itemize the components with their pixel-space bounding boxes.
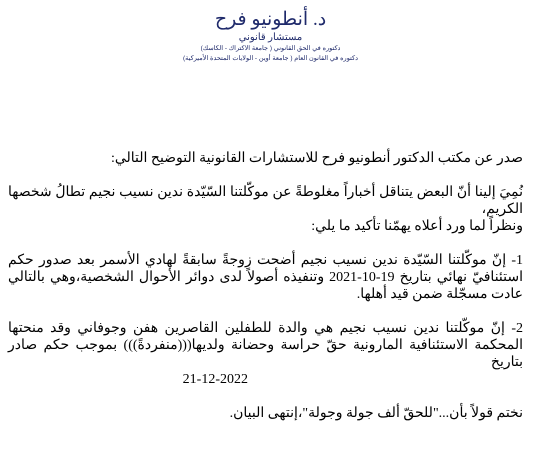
judgment-date: 21-12-2022 xyxy=(182,372,248,387)
lawyer-name: د. أنطونيو فرح xyxy=(214,9,327,30)
paragraph-1: نُمِيَ إلينا أنّ البعض يتناقل أخباراً مغلوطةً عن موكّلتنا السّيّدة ندين نسيب نجيم تطالُ شخصها الكريم، xyxy=(8,185,523,217)
credential-line-1: دكتوره في الحق القانوني ( جامعة الاكتراك - الكاسك) xyxy=(200,45,341,52)
intro-paragraph: صدر عن مكتب الدكتور أنطونيو فرح للاستشارات القانونية التوضيح التالي: xyxy=(110,151,523,166)
letterhead xyxy=(0,8,541,64)
list-item-1: 1- إنّ موكّلتنا السّيّدة ندين نسيب نجيم أضحت زوجةً سابقةً لهادي الأسمر بعد صدور حكم استئنافيّ نهائي بتاريخ 19-10-2021 وتنفيذه أصولاً لدى دوائر الأحوال الشخصية،وهي بالتالي عادت مسجّلة ضمن قيد أهلها. xyxy=(8,253,523,302)
statement-body xyxy=(8,150,523,422)
list-item-2: 2- إنّ موكّلتنا ندين نسيب نجيم هي والدة للطفلين القاصرين هفن وجوفاني وقد منحتها المحكمة الاستئنافية المارونية حقّ حراسة وحضانة ولديها(((منفردةً))) بموجب حكم صادر بتاريخ xyxy=(8,321,524,370)
credential-line-2: دكتوره في القانون العام ( جامعة أوين - الولايات المتحدة الأميركية) xyxy=(182,55,359,62)
closing-line: نختم قولاً بأن..."للحقّ ألف جولة وجولة"،إنتهى البيان. xyxy=(229,406,523,421)
list-item-2-date xyxy=(8,371,523,388)
paragraph-1b: ونظراً لما ورد أعلاه يهمّنا تأكيد ما يلي: xyxy=(311,219,523,234)
lawyer-title: مستشار قانوني xyxy=(238,32,303,43)
